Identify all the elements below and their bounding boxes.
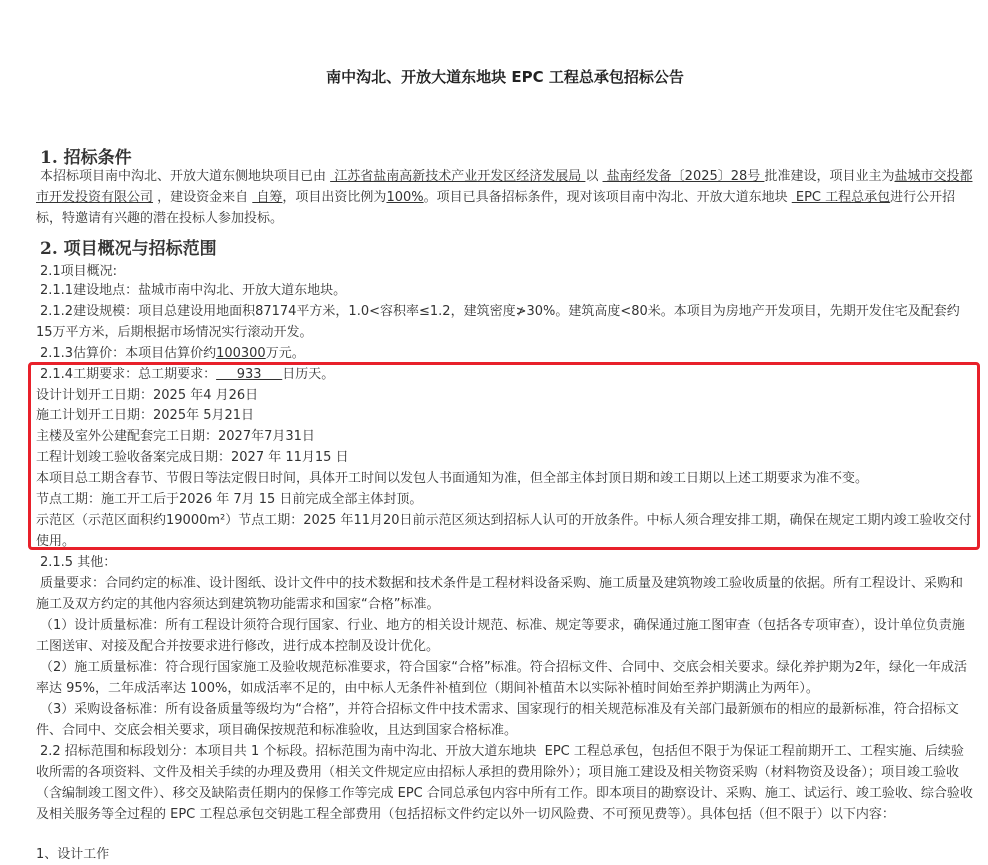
owner: 盐城市交投都市开发投资有限公司 bbox=[36, 169, 973, 205]
line-2-1: 2.1项目概况: bbox=[40, 264, 118, 279]
p7: 进行公开招标，特邀请有兴趣的潜在投标人参加投标。 bbox=[36, 190, 956, 226]
quality-design: （1）设计质量标准：所有工程设计须符合现行国家、行业、地方的相关设计规范、标准、规定等要求，确保通过施工图审查（包括各专项审查），设计单位负责施工图送审、对接及配合并按要求进行修改，进行成本控制及设计优化。 bbox=[36, 618, 965, 654]
quality-construction: （2）施工质量标准：符合现行国家施工及验收规范标准要求，符合国家“合格”标准。符合招标文件、合同中、交底会相关要求。绿化养护期为2年，绿化一年成活率达 95%，二年成活率达 100%，如成活率不足的，由中标人无条件补植到位（期间补植苗木以实际补植时间始至养护期满止为两年）。 bbox=[36, 660, 968, 696]
section-2-heading: 2. 项目概况与招标范围 bbox=[40, 239, 217, 259]
box-line-8: 示范区（示范区面积约19000m²）节点工期：2025 年11月20日前示范区须达到招标人认可的开放条件。中标人须合理安排工期，确保在规定工期内竣工验收交付使用。 bbox=[36, 513, 972, 549]
fund-source: 自筹 bbox=[252, 190, 283, 205]
box-line-7: 节点工期：施工开工后于2026 年 7月 15 日前完成全部主体封顶。 bbox=[36, 492, 423, 507]
document-title: 南中沟北、开放大道东地块 EPC 工程总承包招标公告 bbox=[326, 68, 684, 86]
approval-doc-no: 盐南经发备〔2025〕28号 bbox=[602, 169, 765, 184]
box-line-6: 本项目总工期含春节、节假日等法定假日时间，具体开工时间以发包人书面通知为准，但全部主体封顶日期和竣工日期以上述工期要求为准不变。 bbox=[36, 471, 869, 486]
box-line-1: 2.1.4工期要求：总工期要求： 933 日历天。 bbox=[40, 367, 335, 382]
p5: ，项目出资比例为 bbox=[282, 190, 387, 205]
box-line-5: 工程计划竣工验收备案完成日期：2027 年 11月15 日 bbox=[36, 450, 349, 465]
box-line-3: 施工计划开工日期：2025年 5月21日 bbox=[36, 408, 255, 423]
estimated-price: 100300 bbox=[216, 346, 266, 361]
last-line: 1、设计工作 bbox=[36, 847, 110, 862]
p1: 本招标项目南中沟北、开放大道东侧地块项目已由 bbox=[40, 169, 331, 184]
section-1-heading: 1. 招标条件 bbox=[40, 148, 132, 168]
project-scope: EPC 工程总承包 bbox=[791, 190, 891, 205]
box-line-4: 主楼及室外公建配套完工日期：2027年7月31日 bbox=[36, 429, 315, 444]
highlight-annotation-box bbox=[28, 362, 980, 550]
quality-procurement: （3）采购设备标准：所有设备质量等级均为“合格”，并符合招标文件中技术需求、国家现行的相关规范标准及有关部门最新颁布的相应的最新标准，符合招标文件、合同中、交底会相关要求，项目确保按规范和标准验收，且达到国家合格标准。 bbox=[36, 702, 959, 738]
p3: 批准建设，项目业主为 bbox=[764, 169, 895, 184]
section-1-paragraph bbox=[36, 166, 974, 229]
line-2-1-5: 2.1.5 其他： bbox=[40, 555, 117, 570]
investment-ratio: 100% bbox=[386, 190, 424, 205]
approver: 江苏省盐南高新技术产业开发区经济发展局 bbox=[330, 169, 586, 184]
p4: ，建设资金来自 bbox=[153, 190, 253, 205]
line-2-1-2: 2.1.2建设规模：项目总建设用地面积87174平方米，1.0<容积率≤1.2，建筑密度≯30%。建筑高度<80米。本项目为房地产开发项目，先期开发住宅及配套约15万平方米，后期根据市场情况实行滚动开发。 bbox=[36, 304, 960, 340]
box-line-2: 设计计划开工日期：2025 年4 月26日 bbox=[36, 388, 259, 403]
line-2-1-3: 2.1.3估算价：本项目估算价约100300万元。 bbox=[40, 346, 305, 361]
line-2-1-1: 2.1.1建设地点：盐城市南中沟北、开放大道东地块。 bbox=[40, 283, 347, 298]
quality-requirements: 质量要求：合同约定的标准、设计图纸、设计文件中的技术数据和技术条件是工程材料设备采购、施工质量及建筑物竣工验收质量的依据。所有工程设计、采购和施工及双方约定的其他内容须达到建筑物功能需求和国家“合格”标准。 bbox=[36, 576, 964, 612]
total-duration: 933 bbox=[216, 367, 283, 382]
section-2-2: 2.2 招标范围和标段划分：本项目共 1 个标段。招标范围为南中沟北、开放大道东地块 EPC 工程总承包，包括但不限于为保证工程前期开工、工程实施、后续验收所需的各项资料、文件及相关手续的办理及费用（相关文件规定应由招标人承担的费用除外）；项目施工建设及相关物资采购（材料物资及设备）；项目竣工验收（含编制竣工图文件）、移交及缺陷责任期内的保修工作等完成 EPC 合同总承包内容中所有工作。即本项目的勘察设计、采购、施工、试运行、竣工验收、综合验收及相关服务等全过程的 EPC 工程总承包交钥匙工程全部费用（包括招标文件约定以外一切风险费、不可预见费等）。具体包括（但不限于）以下内容： bbox=[36, 744, 973, 822]
p2: 以 bbox=[585, 169, 603, 184]
p6: 。项目已具备招标条件，现对该项目南中沟北、开放大道东地块 bbox=[423, 190, 792, 205]
